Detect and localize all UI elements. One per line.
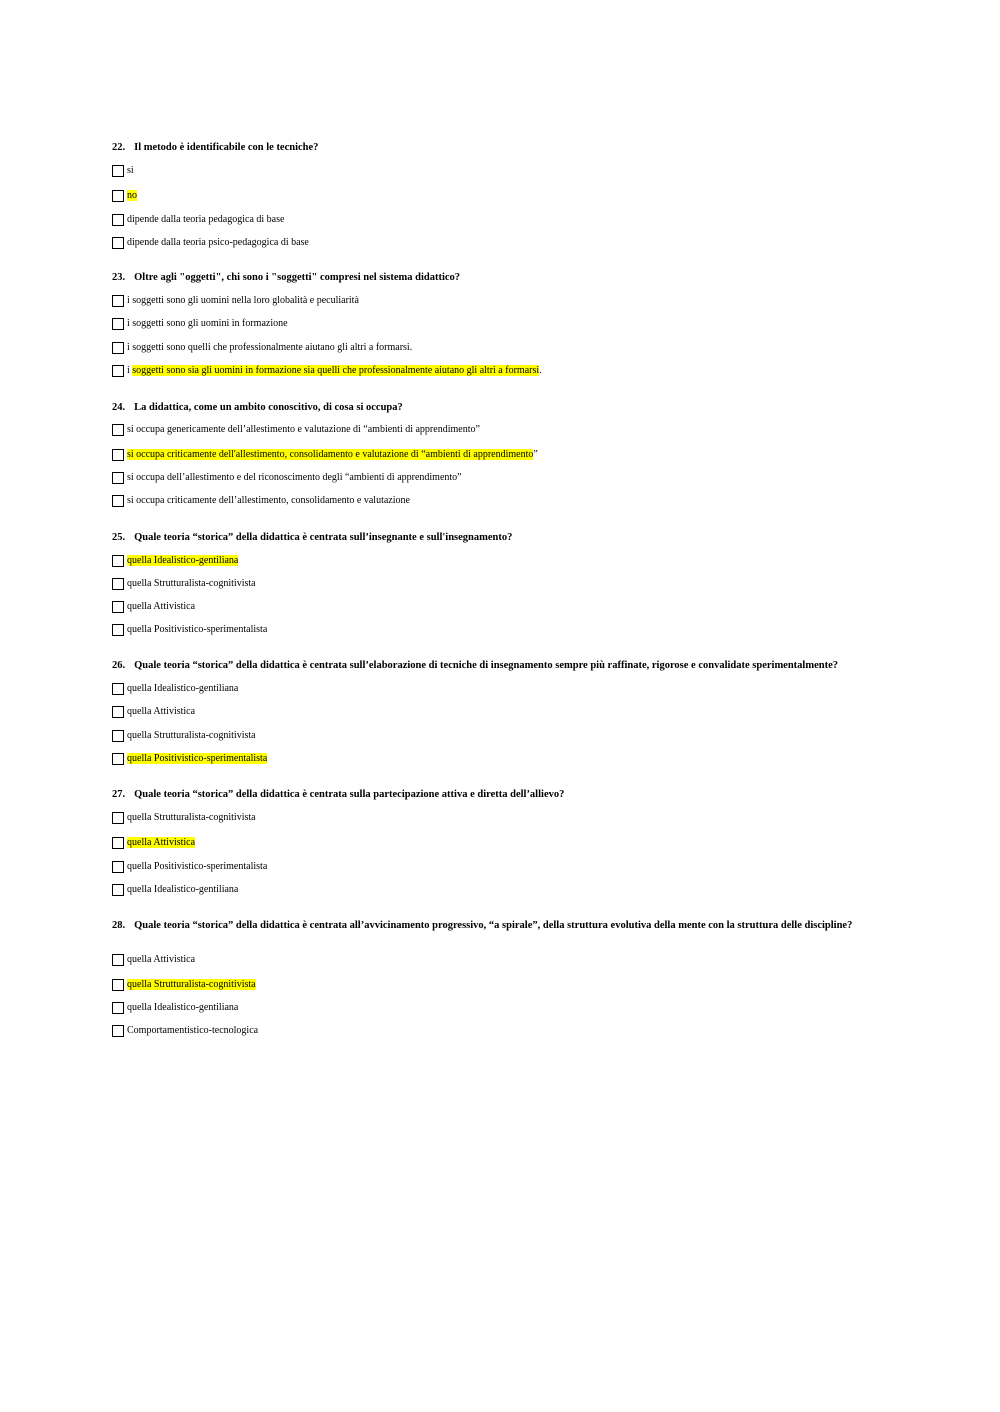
option-label: si occupa criticamente dell'allestimento, consolidamento e valutazione di “ambienti di apprendimento”: [127, 449, 538, 460]
question-title: [112, 532, 872, 543]
option-label: Comportamentistico-tecnologica: [127, 1025, 259, 1036]
option-label: dipende dalla teoria psico-pedagogica di base: [127, 237, 309, 248]
answer-option[interactable]: [112, 729, 256, 743]
question-title: [112, 142, 872, 153]
checkbox[interactable]: [112, 1002, 124, 1014]
option-label: si: [127, 165, 134, 176]
answer-option[interactable]: [112, 577, 256, 591]
checkbox[interactable]: [112, 342, 124, 354]
checkbox[interactable]: [112, 601, 124, 613]
option-label: quella Idealistico-gentiliana: [127, 884, 239, 895]
answer-option[interactable]: [112, 1024, 258, 1038]
option-label: i soggetti sono gli uomini in formazione: [127, 318, 288, 329]
option-label: quella Attivistica: [127, 954, 196, 965]
answer-option[interactable]: [112, 836, 195, 850]
checkbox[interactable]: [112, 954, 124, 966]
checkbox[interactable]: [112, 753, 124, 765]
answer-option[interactable]: [112, 364, 542, 378]
checkbox[interactable]: [112, 449, 124, 461]
checkbox[interactable]: [112, 295, 124, 307]
checkbox[interactable]: [112, 1025, 124, 1037]
checkbox[interactable]: [112, 578, 124, 590]
question-text: Oltre agli "oggetti", chi sono i "soggetti" compresi nel sistema didattico?: [134, 272, 461, 283]
option-label: si occupa criticamente dell’allestimento, consolidamento e valutazione: [127, 495, 410, 506]
question-title: [112, 272, 872, 283]
question-title: [112, 920, 872, 931]
option-label: i soggetti sono gli uomini nella loro globalità e peculiarità: [127, 295, 359, 306]
checkbox[interactable]: [112, 214, 124, 226]
checkbox[interactable]: [112, 706, 124, 718]
checkbox[interactable]: [112, 318, 124, 330]
answer-option[interactable]: [112, 471, 462, 485]
question-title: [112, 660, 872, 671]
question-number: 27.: [112, 789, 126, 800]
answer-option[interactable]: [112, 682, 238, 696]
question-text: Quale teoria “storica” della didattica è centrata sulla partecipazione attiva e diretta dell’allievo?: [134, 789, 565, 800]
option-label: quella Idealistico-gentiliana: [127, 555, 239, 566]
option-label: quella Attivistica: [127, 706, 196, 717]
answer-option[interactable]: [112, 600, 195, 614]
answer-option[interactable]: [112, 341, 412, 355]
option-label: dipende dalla teoria pedagogica di base: [127, 214, 285, 225]
question-text: Quale teoria “storica” della didattica è centrata sull’insegnante e sull'insegnamento?: [134, 532, 513, 543]
question-number: 25.: [112, 532, 126, 543]
option-label: quella Strutturalista-cognitivista: [127, 578, 256, 589]
checkbox[interactable]: [112, 730, 124, 742]
checkbox[interactable]: [112, 979, 124, 991]
answer-option[interactable]: [112, 189, 137, 203]
checkbox[interactable]: [112, 165, 124, 177]
question-25: [112, 532, 872, 635]
checkbox[interactable]: [112, 683, 124, 695]
question-number: 26.: [112, 660, 126, 671]
question-28: [112, 920, 872, 1036]
answer-option[interactable]: [112, 752, 267, 766]
option-label: i soggetti sono sia gli uomini in formazione sia quelli che professionalmente aiutano gli altri a formarsi.: [127, 365, 542, 376]
answer-option[interactable]: [112, 494, 410, 508]
checkbox[interactable]: [112, 424, 124, 436]
question-number: 28.: [112, 920, 126, 931]
checkbox[interactable]: [112, 365, 124, 377]
checkbox[interactable]: [112, 495, 124, 507]
question-text: La didattica, come un ambito conoscitivo, di cosa si occupa?: [134, 402, 403, 413]
option-label: quella Positivistico-sperimentalista: [127, 624, 268, 635]
question-number: 23.: [112, 272, 126, 283]
checkbox[interactable]: [112, 812, 124, 824]
answer-option[interactable]: [112, 213, 284, 227]
question-number: 22.: [112, 142, 126, 153]
answer-option[interactable]: [112, 883, 238, 897]
option-label: quella Strutturalista-cognitivista: [127, 979, 256, 990]
option-label: no: [127, 190, 137, 201]
checkbox[interactable]: [112, 555, 124, 567]
question-title: [112, 789, 872, 800]
option-label: quella Attivistica: [127, 837, 196, 848]
question-27: [112, 789, 872, 895]
question-23: [112, 272, 872, 376]
option-label: quella Strutturalista-cognitivista: [127, 812, 256, 823]
answer-option[interactable]: [112, 236, 309, 250]
checkbox[interactable]: [112, 837, 124, 849]
answer-option[interactable]: [112, 448, 538, 462]
checkbox[interactable]: [112, 472, 124, 484]
answer-option[interactable]: [112, 953, 195, 967]
option-label: i soggetti sono quelli che professionalmente aiutano gli altri a formarsi.: [127, 342, 413, 353]
checkbox[interactable]: [112, 861, 124, 873]
option-label: quella Strutturalista-cognitivista: [127, 730, 256, 741]
answer-option[interactable]: [112, 554, 238, 568]
answer-option[interactable]: [112, 623, 267, 637]
answer-option[interactable]: [112, 1001, 238, 1015]
question-number: 24.: [112, 402, 126, 413]
answer-option[interactable]: [112, 423, 480, 437]
answer-option[interactable]: [112, 317, 288, 331]
option-label: quella Idealistico-gentiliana: [127, 1002, 239, 1013]
option-label: quella Positivistico-sperimentalista: [127, 753, 268, 764]
option-label: quella Attivistica: [127, 601, 196, 612]
checkbox[interactable]: [112, 884, 124, 896]
question-text: Il metodo è identificabile con le tecniche?: [134, 142, 319, 153]
answer-option[interactable]: [112, 294, 359, 308]
answer-option[interactable]: [112, 164, 134, 178]
question-22: [112, 142, 872, 248]
answer-option[interactable]: [112, 811, 256, 825]
question-24: [112, 402, 872, 506]
checkbox[interactable]: [112, 190, 124, 202]
answer-option[interactable]: [112, 860, 267, 874]
option-label: quella Positivistico-sperimentalista: [127, 861, 268, 872]
question-title: [112, 402, 872, 413]
answer-option[interactable]: [112, 978, 256, 992]
option-label: si occupa genericamente dell’allestimento e valutazione di “ambienti di apprendimento”: [127, 424, 480, 435]
checkbox[interactable]: [112, 624, 124, 636]
question-26: [112, 660, 872, 764]
checkbox[interactable]: [112, 237, 124, 249]
option-label: quella Idealistico-gentiliana: [127, 683, 239, 694]
question-text: Quale teoria “storica” della didattica è centrata all’avvicinamento progressivo, “a spirale”, della struttura evolutiva della mente con la struttura delle discipline?: [134, 920, 853, 931]
question-text: Quale teoria “storica” della didattica è centrata sull’elaborazione di tecniche di insegnamento sempre più raffinate, rigorose e convalidate sperimentalmente?: [134, 660, 839, 671]
answer-option[interactable]: [112, 705, 195, 719]
option-label: si occupa dell’allestimento e del riconoscimento degli “ambienti di apprendimento”: [127, 472, 462, 483]
